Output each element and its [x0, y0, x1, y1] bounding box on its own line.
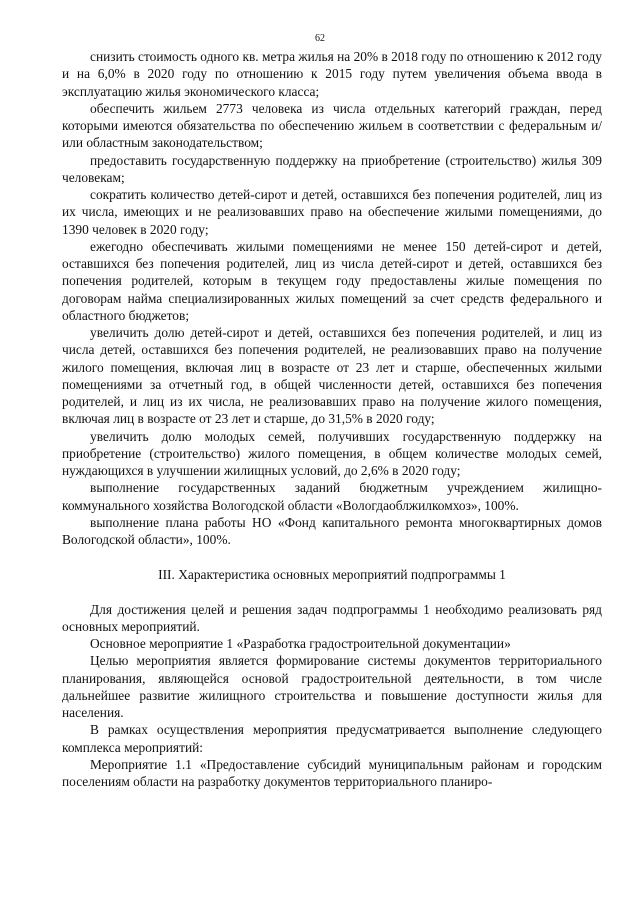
paragraph-main-activity: Основное мероприятие 1 «Разработка градостроительной документации» [90, 636, 511, 651]
paragraph-orphans-annual: ежегодно обеспечивать жилыми помещениями не менее 150 детей-сирот и детей, оставшихся без попечения родителей, лиц из числа детей-сирот и детей, оставшихся без попечения родителей, которым в текущем году предоставлены жилые помещения по договорам найма специализированных жилых помещений за счет средств федерального и областного бюджетов; [62, 238, 602, 323]
paragraph-activity-1-1: Мероприятие 1.1 «Предоставление субсидий муниципальным районам и городским поселениям области на разработку документов территориального планиро- [62, 756, 602, 789]
paragraph-goals-intro: Для достижения целей и решения задач подпрограммы 1 необходимо реализовать ряд основных мероприятий. [62, 601, 602, 634]
paragraph-young-families: увеличить долю молодых семей, получивших государственную поддержку на приобретение (строительство) жилого помещения, в общем количестве молодых семей, нуждающихся в улучшении жилищных условий, до 2,6% в 2020 году; [62, 428, 602, 478]
paragraph-state-assignments: выполнение государственных заданий бюджетным учреждением жилищно-коммунального хозяйства Вологодской области «Вологдаоблжилкомхоз», 100%. [62, 480, 602, 513]
page-number: 62 [315, 33, 325, 44]
paragraph-orphans-reduce: сократить количество детей-сирот и детей, оставшихся без попечения родителей, лиц из их числа, имеющих и не реализовавших право на обеспечение жилыми помещениями, до 1390 человек в 2020 году; [62, 187, 602, 237]
paragraph-housing-citizens: обеспечить жильем 2773 человека из числа отдельных категорий граждан, перед которыми имеются обязательства по обеспечению жильем в соответствии с федеральным и/или областным законодательством; [62, 100, 602, 151]
paragraph-orphans-share: увеличить долю детей-сирот и детей, оставшихся без попечения родителей, и лиц из числа детей, оставшихся без попечения родителей, не реализовавших право на получение жилого помещения, включая лиц в возрасте от 23 лет и старше, обеспеченных жилыми помещениями за отчетный год, в общей численности детей, оставшихся без попечения родителей, и лиц из их числа, не реализовавших право на получение жилого помещения, включая лиц в возрасте от 23 лет и старше, до 31,5% в 2020 году; [62, 325, 602, 427]
paragraph-repair-fund: выполнение плана работы НО «Фонд капитального ремонта многоквартирных домов Вологодской области», 100%. [62, 514, 602, 547]
document-body [62, 48, 602, 790]
section-heading: III. Характеристика основных мероприятий подпрограммы 1 [158, 567, 506, 583]
paragraph-housing-cost: снизить стоимость одного кв. метра жилья на 20% в 2018 году по отношению к 2012 году и на 6,0% в 2020 году по отношению к 2015 году путем увеличения объема ввода в эксплуатацию жилья экономического класса; [62, 49, 602, 99]
paragraph-activity-purpose: Целью мероприятия является формирование системы документов территориального планирования, являющейся основой градостроительной деятельности, в том числе дальнейшее развитие жилищного строительства и повышение доступности жилья для населения. [62, 653, 602, 720]
paragraph-state-support: предоставить государственную поддержку на приобретение (строительство) жилья 309 человекам; [62, 152, 602, 185]
paragraph-activity-complex: В рамках осуществления мероприятия предусматривается выполнение следующего комплекса мероприятий: [62, 722, 602, 755]
